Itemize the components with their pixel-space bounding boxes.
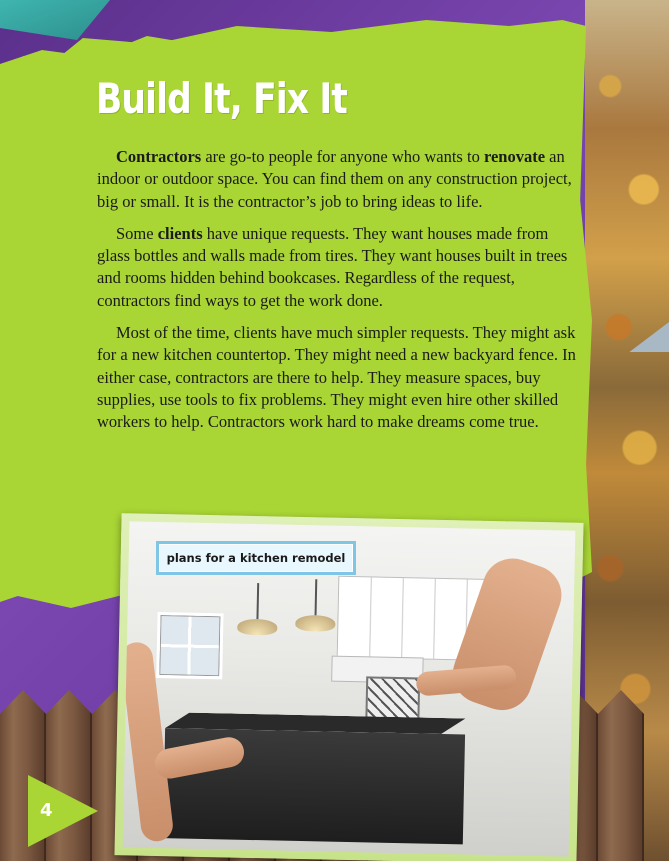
term-clients: clients: [157, 223, 203, 243]
paragraph-text: Some: [116, 223, 158, 243]
paragraph-text: have unique requests. They want houses made from glass bottles and walls made from tires. They want houses built in trees and rooms hidden behind bookcases. Regardless of the request, contractors find ways to get the work done.: [97, 223, 568, 310]
paragraph-3: [97, 322, 579, 433]
paragraph-2: [97, 223, 579, 312]
pendant-lamp: [237, 619, 277, 636]
page-title: Build It, Fix It: [96, 74, 348, 123]
body-text: [97, 146, 579, 444]
fence-plank: [46, 690, 92, 861]
paragraph-text: Most of the time, clients have much simpler requests. They might ask for a new kitchen countertop. They might need a new backyard fence. In either case, contractors are there to help. They measure spaces, buy supplies, use tools to fix problems. They might even hire other skilled workers to help. Contractors work hard to make dreams come true.: [97, 323, 576, 432]
paragraph-text: are go-to people for anyone who wants to: [201, 147, 484, 166]
paragraph-1: [97, 146, 579, 213]
photo-caption: plans for a kitchen remodel: [156, 541, 356, 575]
kitchen-window: [156, 612, 223, 679]
term-renovate: renovate: [483, 147, 546, 166]
paragraph-text: an indoor or outdoor space. You can find them on any construction project, big or small. It is the contractor’s job to bring ideas to life.: [97, 147, 572, 211]
term-contractors: Contractors: [116, 147, 202, 166]
page-number: 4: [40, 800, 53, 821]
fence-plank: [598, 690, 644, 861]
pendant-lamp: [295, 615, 335, 632]
